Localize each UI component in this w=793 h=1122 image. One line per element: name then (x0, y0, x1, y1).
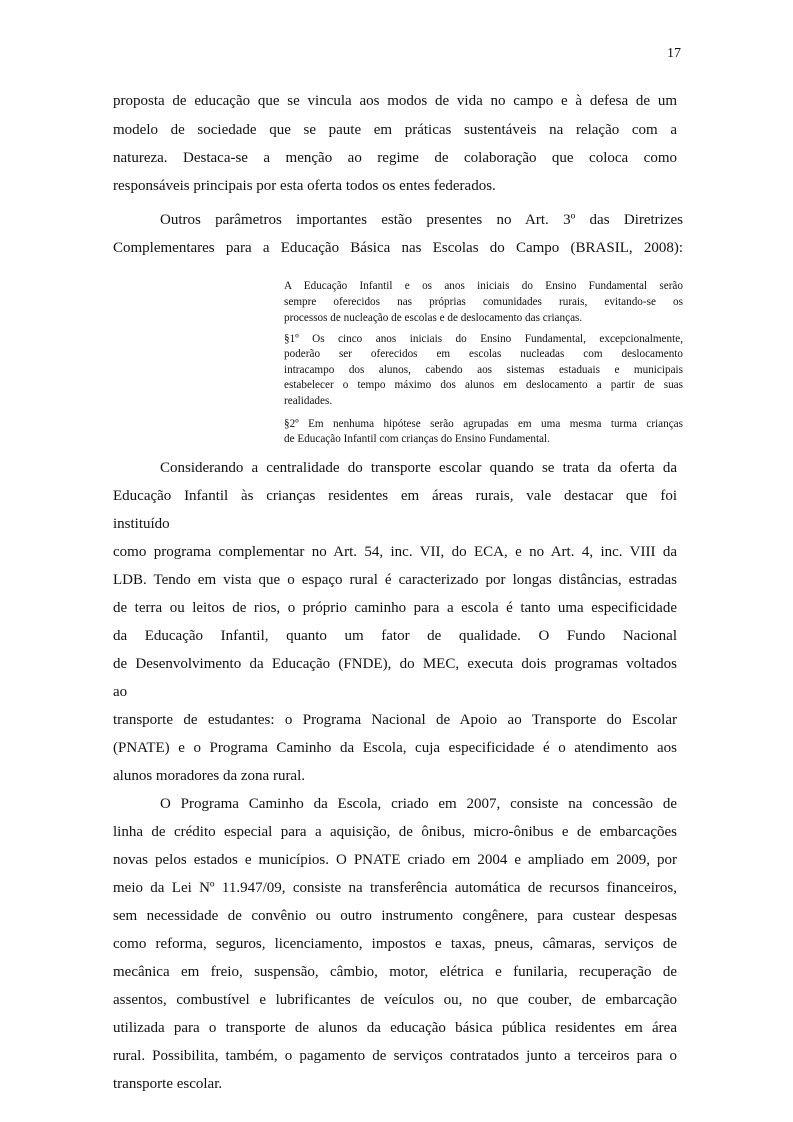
body-line: alunos moradores da zona rural. (113, 768, 306, 784)
body-line: proposta de educação que se vincula aos modos de vida no campo e à defesa de um (113, 93, 677, 109)
body-line: de Desenvolvimento da Educação (FNDE), do MEC, executa dois programas voltados (113, 656, 677, 672)
body-line: Outros parâmetros importantes estão presentes no Art. 3º das Diretrizes (160, 212, 683, 228)
body-line: instituído (113, 516, 170, 532)
body-line: LDB. Tendo em vista que o espaço rural é caracterizado por longas distâncias, estradas (113, 572, 677, 588)
body-line: (PNATE) e o Programa Caminho da Escola, cuja especificidade é o atendimento aos (113, 740, 677, 756)
body-line: ao (113, 684, 128, 700)
quote-line: §2º Em nenhuma hipótese serão agrupadas em uma mesma turma crianças (284, 418, 683, 430)
body-line: responsáveis principais por esta oferta todos os entes federados. (113, 178, 496, 194)
body-line: mecânica em freio, suspensão, câmbio, motor, elétrica e funilaria, recuperação de (113, 964, 677, 980)
body-line: da Educação Infantil, quanto um fator de qualidade. O Fundo Nacional (113, 628, 677, 644)
body-line: de terra ou leitos de rios, o próprio caminho para a escola é tanto uma especificidade (113, 600, 677, 616)
body-line: meio da Lei Nº 11.947/09, consiste na transferência automática de recursos financeiros, (113, 880, 677, 896)
body-line: utilizada para o transporte de alunos da educação básica pública residentes em área (113, 1020, 677, 1036)
quote-line: §1º Os cinco anos iniciais do Ensino Fundamental, excepcionalmente, (284, 333, 683, 345)
body-line: linha de crédito especial para a aquisição, de ônibus, micro-ônibus e de embarcações (113, 824, 677, 840)
body-line: como reforma, seguros, licenciamento, impostos e taxas, pneus, câmaras, serviços de (113, 936, 677, 952)
page-number: 17 (667, 46, 681, 61)
quote-line: sempre oferecidos nas próprias comunidades rurais, evitando-se os (284, 296, 683, 308)
quote-line: intracampo dos alunos, cabendo aos sistemas estaduais e municipais (284, 364, 683, 376)
body-line: assentos, combustível e lubrificantes de veículos ou, no que couber, de embarcação (113, 992, 677, 1008)
body-line: Considerando a centralidade do transporte escolar quando se trata da oferta da (160, 460, 677, 476)
body-line: O Programa Caminho da Escola, criado em 2007, consiste na concessão de (160, 796, 677, 812)
body-line: como programa complementar no Art. 54, inc. VII, do ECA, e no Art. 4, inc. VIII da (113, 544, 677, 560)
quote-line: estabelecer o tempo máximo dos alunos em deslocamento a partir de suas (284, 379, 683, 391)
quote-line: realidades. (284, 395, 333, 407)
quote-line: de Educação Infantil com crianças do Ensino Fundamental. (284, 433, 550, 445)
body-line: modelo de sociedade que se paute em práticas sustentáveis na relação com a (113, 122, 677, 138)
body-line: novas pelos estados e municípios. O PNATE criado em 2004 e ampliado em 2009, por (113, 852, 677, 868)
body-line: Educação Infantil às crianças residentes em áreas rurais, vale destacar que foi (113, 488, 677, 504)
body-line: transporte escolar. (113, 1076, 223, 1092)
quote-line: poderão ser oferecidos em escolas nucleadas com deslocamento (284, 348, 683, 360)
body-line: sem necessidade de convênio ou outro instrumento congênere, para custear despesas (113, 908, 677, 924)
body-line: rural. Possibilita, também, o pagamento de serviços contratados junto a terceiros para o (113, 1048, 677, 1064)
quote-line: A Educação Infantil e os anos iniciais do Ensino Fundamental serão (284, 280, 683, 292)
quote-line: processos de nucleação de escolas e de deslocamento das crianças. (284, 312, 583, 324)
body-line: natureza. Destaca-se a menção ao regime de colaboração que coloca como (113, 150, 677, 166)
body-line: transporte de estudantes: o Programa Nacional de Apoio ao Transporte do Escolar (113, 712, 677, 728)
body-line: Complementares para a Educação Básica nas Escolas do Campo (BRASIL, 2008): (113, 240, 683, 256)
